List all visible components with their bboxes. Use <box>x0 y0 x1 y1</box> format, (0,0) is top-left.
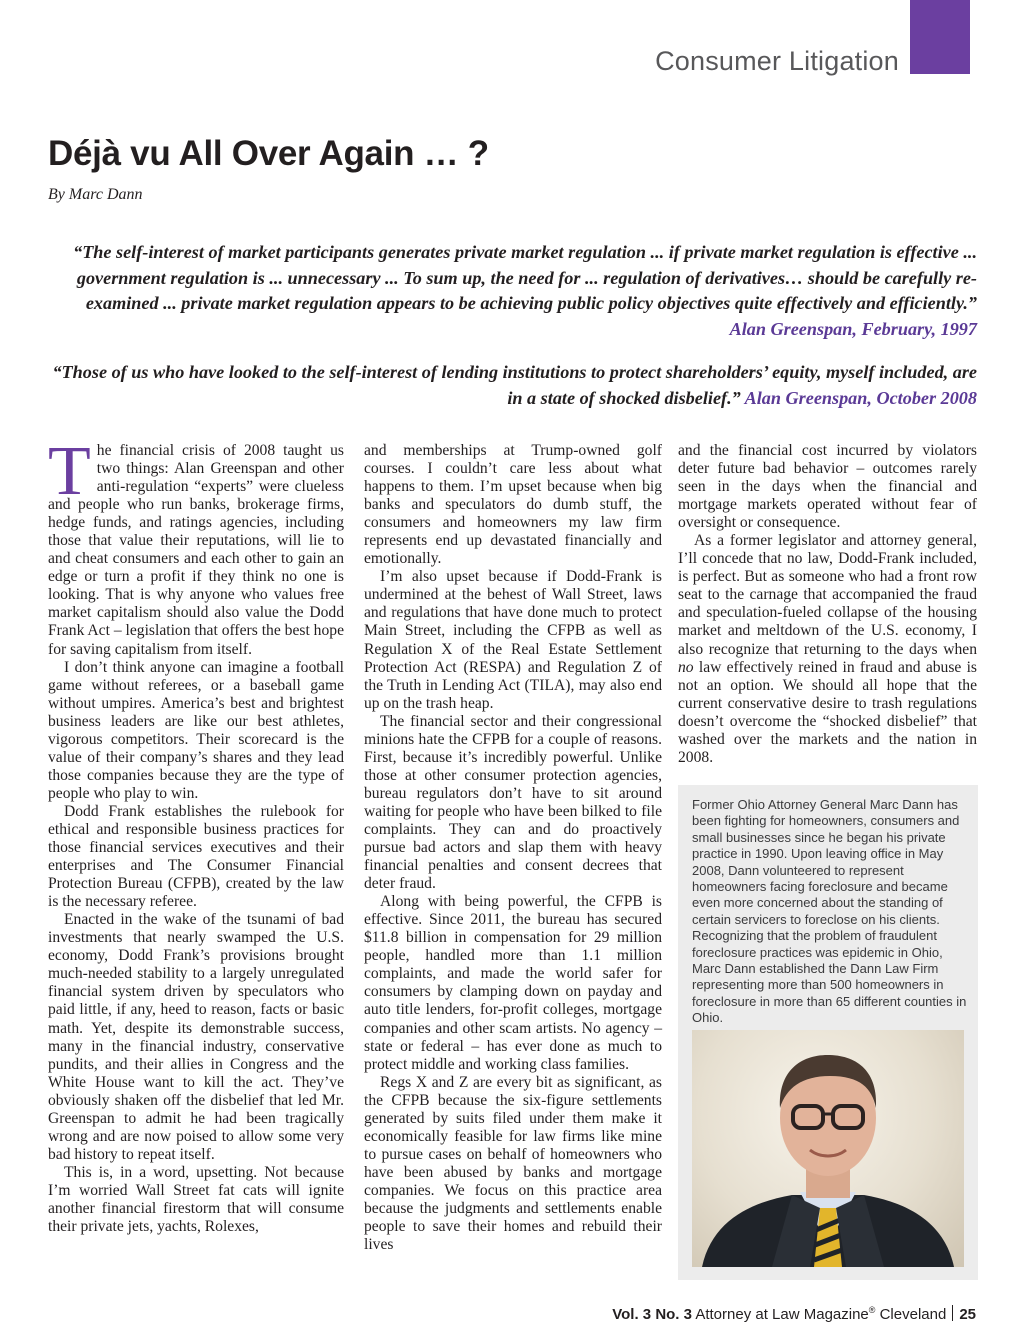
body-paragraph: Dodd Frank establishes the rulebook for ethical and responsible business practices for those financial services executives and their enterprises and The Consumer Financial Protection Bureau (CFPB), created by the law is the necessary referee. <box>48 802 344 911</box>
byline: By Marc Dann <box>48 186 143 203</box>
body-paragraph: and memberships at Trump-owned golf courses. I couldn’t care less about what happens to them. I’m upset because when big banks and speculators do dumb stuff, the consumers and homeowners my law firm represents end up devastated financially and emotionally. <box>364 442 662 568</box>
body-paragraph: I’m also upset because if Dodd-Frank is undermined at the behest of Wall Street, laws and regulations that have done much to protect Main Street, including the CFPB as well as Regulation X of the Real Estate Settlement Protection Act (RESPA) and Regulation Z of the Truth in Lending Act (TILA), may also end up on the trash heap. <box>364 568 662 712</box>
registered-mark: ® <box>868 1305 876 1315</box>
body-paragraph: and the financial cost incurred by violators deter future bad behavior – outcomes rarely seen in the days when the financial and mortgage markets operated without fear of oversight or consequence. <box>678 442 977 532</box>
author-portrait-illustration <box>692 1030 964 1267</box>
pull-quote <box>46 360 977 411</box>
article-column-3 <box>678 442 977 767</box>
page-footer <box>612 1305 976 1323</box>
body-paragraph: Enacted in the wake of the tsunami of bad investments that nearly swamped the U.S. economy, Dodd Frank’s provisions brought much-needed stability to a largely unregulated financial system driven by speculators who paid little, if any, heed to reason, facts or basic math. Yet, despite its demonstrable success, many in the financial industry, conservative pundits, and their allies in Congress and the White House want to kill the act. They’ve obviously shaken off the disbelief that led Mr. Greenspan to admit he had been tragically wrong and are now poised to allow some very bad history to repeat itself. <box>48 911 344 1163</box>
author-photo <box>692 1030 964 1267</box>
magazine-city: Cleveland <box>879 1306 947 1323</box>
magazine-name: Attorney at Law Magazine <box>695 1306 869 1323</box>
body-paragraph: The financial sector and their congressional minions hate the CFPB for a couple of reasons. First, because it’s incredibly powerful. Unlike those at other consumer protection agencies, bureau regulators don’t have to sit around waiting for people who have been bilked to file complaints. They can and do proactively pursue bad actors and slap them with heavy financial penalties and consent decrees that deter fraud. <box>364 712 662 893</box>
author-bio: Former Ohio Attorney General Marc Dann has been fighting for homeowners, consumers and small businesses since he began his private practice in 1990. Upon leaving office in May 2008, Dann volunteered to represent homeowners facing foreclosure and became even more concerned about the standing of certain servicers to foreclose on his clients. Recognizing that the problem of fraudulent foreclosure practices was epidemic in Ohio, Marc Dann established the Dann Law Firm representing more than 500 homeowners in foreclosure in more than 65 different counties in Ohio. <box>692 797 967 1026</box>
body-paragraph: Along with being powerful, the CFPB is effective. Since 2011, the bureau has secured $11.8 billion in compensation for 29 million people, handled more than 1.1 million complaints, and made the world safer for consumers by clamping down on payday and auto title lenders, for-profit colleges, mortgage companies and other scam artists. No agency – state or federal – has ever done as much to protect middle and working class families. <box>364 893 662 1073</box>
page-number: 25 <box>959 1306 976 1323</box>
article-column-1 <box>48 433 344 1236</box>
quote-text: “Those of us who have looked to the self-interest of lending institutions to protect shareholders’ equity, myself included, are in a state of shocked disbelief.” <box>52 362 977 408</box>
body-paragraph: This is, in a word, upsetting. Not because I’m worried Wall Street fat cats will ignite another financial firestorm that will consume their private jets, yachts, Rolexes, <box>48 1163 344 1236</box>
issue-volume: Vol. 3 No. 3 <box>612 1306 692 1323</box>
section-color-tab <box>910 0 970 74</box>
body-paragraph: I don’t think anyone can imagine a football game without referees, or a baseball game without umpires. America’s best and brightest business leaders are like our best athletes, vigorous competitors. Their scorecard is the value of their company’s shares and they lead those companies because they are the type of people who play to win. <box>48 658 344 802</box>
pull-quote <box>46 240 977 342</box>
section-label: Consumer Litigation <box>655 46 899 76</box>
article-column-2 <box>364 442 662 1254</box>
quote-text: “The self-interest of market participants generates private market regulation ... if private market regulation is effective ... government regulation is ... unnecessary ... To sum up, the need for ... regulation of derivatives… should be carefully re-examined ... private market regulation appears to be achieving public policy objectives quite effectively and efficiently.” <box>73 242 977 313</box>
article-title: Déjà vu All Over Again … ? <box>48 134 489 173</box>
quote-attribution: Alan Greenspan, October 2008 <box>744 387 977 408</box>
body-paragraph: The financial crisis of 2008 taught us two things: Alan Greenspan and other anti-regulation “experts” were clueless and people who run banks, brokerage firms, hedge funds, and ratings agencies, including those that value their reputations, will lie to and cheat consumers and each other to gain an edge or turn a profit if they think no one is looking. That is why anyone who values free market capitalism should also value the Dodd Frank Act – legislation that offers the best hope for saving capitalism from itself. <box>48 433 344 658</box>
author-bio-box <box>678 785 978 1280</box>
body-paragraph: Regs X and Z are every bit as significant, as the CFPB because the six-figure settlements generated by suits filed under them make it economically feasible for law firms like mine to pursue cases on behalf of homeowners who have been abused by banks and mortgage companies. We focus on this practice area because the judgments and settlements enable people to save their homes and rebuild their lives <box>364 1073 662 1254</box>
footer-divider <box>952 1305 953 1321</box>
quote-attribution: Alan Greenspan, February, 1997 <box>729 318 977 339</box>
drop-cap: T <box>48 433 91 510</box>
body-paragraph: As a former legislator and attorney general, I’ll concede that no law, Dodd-Frank included, is perfect. But as someone who had a front row seat to the carnage that accompanied the fraud and speculation-fueled collapse of the housing market and meltdown of the U.S. economy, I also recognize that returning to the days when no law effectively reined in fraud and abuse is not an option. We should all hope that the current conservative desire to trash regulations doesn’t overcome the “shocked disbelief” that washed over the markets and the nation in 2008. <box>678 532 977 766</box>
